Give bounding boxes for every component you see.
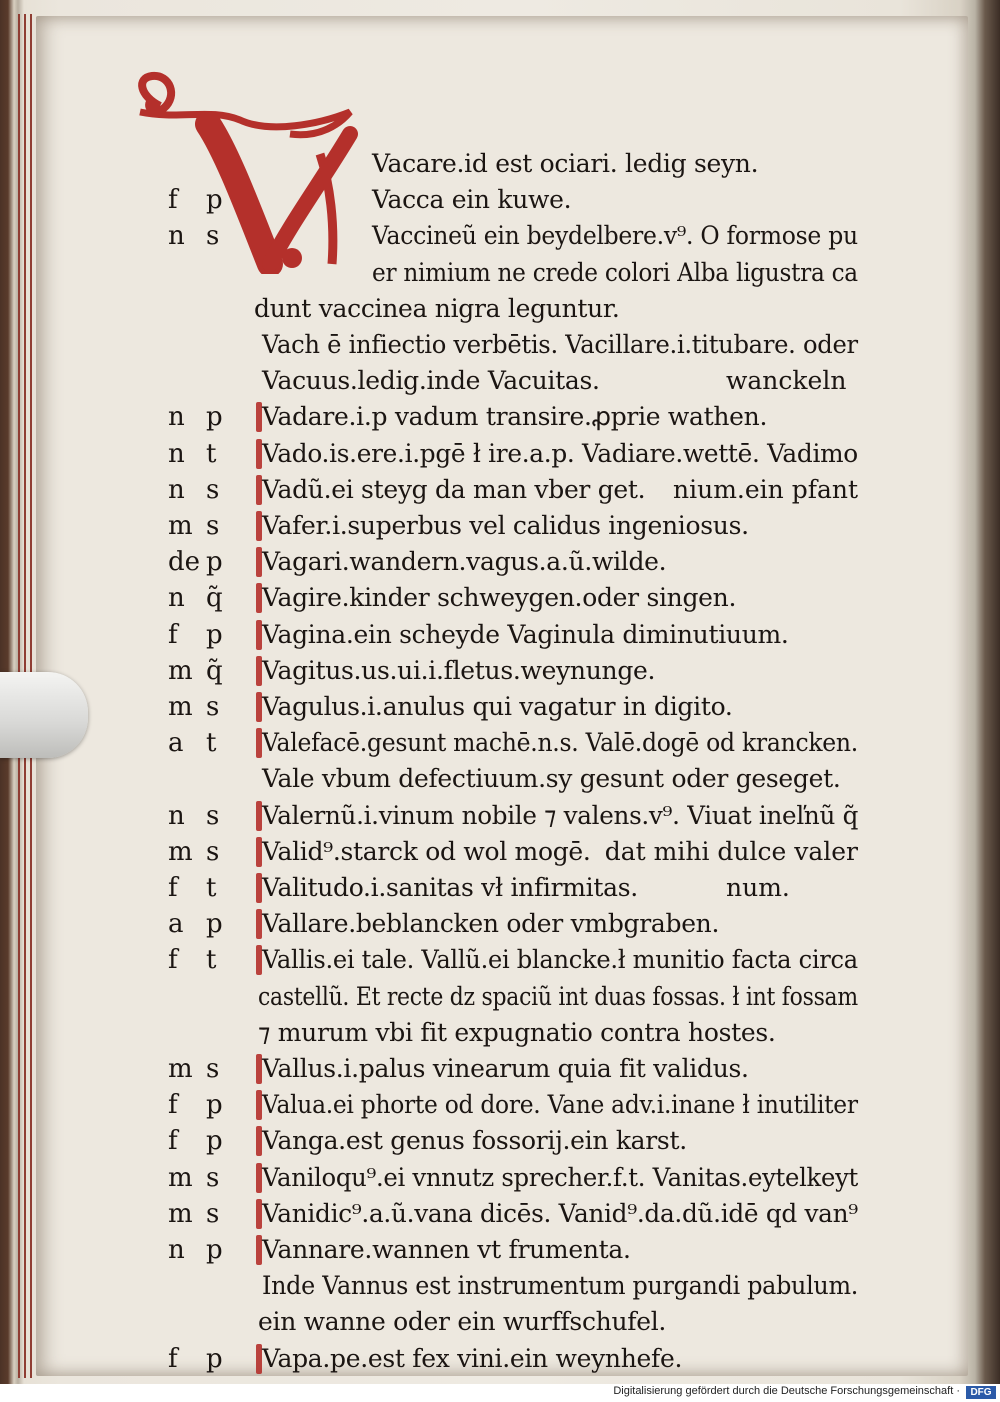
entry-row <box>0 942 1000 978</box>
entry-text: Vadare.i.p vadum transire.ꝓprie wathen. <box>262 402 768 432</box>
entry-text: Vagulus.i.anulus qui vagatur in digito. <box>262 692 733 721</box>
gender-mark: f <box>168 1090 178 1121</box>
declension-mark: p <box>206 402 223 433</box>
gender-mark: f <box>168 873 178 903</box>
entry-text: Vallare.beblancken oder vmbgraben. <box>262 909 720 939</box>
gender-mark: m <box>168 1054 193 1084</box>
entry-text: Vach ē infiectio verbētis. Vacillare.i.titubare. oder <box>262 330 858 359</box>
declension-mark: t <box>206 945 217 976</box>
dfg-logo: DFG <box>966 1386 996 1399</box>
entry-row <box>0 798 1000 834</box>
declension-mark: p <box>206 1343 223 1374</box>
entry-text: Vapa.pe.est fex vini.ein weynhefe. <box>262 1343 683 1373</box>
entry-row <box>0 979 1000 1015</box>
entry-text: castellũ. Et recte dz spaciũ int duas fossas. ł int fossam <box>258 981 858 1011</box>
entry-text: Valernũ.i.vinum nobile ⁊ valens.v⁹. Viuat ineľnũ q̃ <box>262 800 859 830</box>
entry-row <box>0 508 1000 544</box>
declension-mark: s <box>206 1198 220 1229</box>
entry-row <box>0 834 1000 870</box>
entry-text: ein wanne oder ein wurffschufel. <box>258 1307 667 1337</box>
entry-text: Vadũ.ei steyg da man vber get. <box>262 474 646 504</box>
entry-text: dunt vaccinea nigra leguntur. <box>254 293 620 323</box>
entry-row <box>0 653 1000 689</box>
entry-text: Vannare.wannen vt frumenta. <box>262 1235 631 1264</box>
entry-text: Valid⁹.starck od wol mogē. <box>262 836 591 866</box>
entry-text: Vanidic⁹.a.ũ.vana dicēs. Vanid⁹.da.dũ.idē qd van⁹ <box>262 1198 858 1228</box>
entry-row <box>0 1232 1000 1268</box>
entry-text: Inde Vannus est instrumentum purgandi pabulum. <box>262 1271 859 1301</box>
entry-text: Vale vbum defectiuum.sy gesunt oder geseget. <box>262 764 841 794</box>
gender-mark: f <box>168 1343 178 1374</box>
entry-row <box>0 1051 1000 1087</box>
entry-row <box>0 436 1000 472</box>
entry-row <box>0 580 1000 616</box>
gender-mark: n <box>168 221 185 252</box>
gender-mark: f <box>168 945 178 976</box>
entry-text: Valefacē.gesunt machē.n.s. Valē.dogē od krancken. <box>262 728 858 758</box>
entry-row <box>0 1268 1000 1304</box>
declension-mark: s <box>206 836 220 867</box>
declension-mark: s <box>206 1054 220 1084</box>
margin-note: num. <box>726 873 790 902</box>
entry-text: Valua.ei phorte od dore. Vane adv.i.inane ł inutiliter <box>262 1090 858 1120</box>
entry-row <box>0 1304 1000 1340</box>
footer-credit: Digitalisierung gefördert durch die Deutsche Forschungsgemeinschaft · <box>613 1385 960 1397</box>
declension-mark: p <box>206 1090 223 1121</box>
gender-mark: n <box>168 583 185 614</box>
entry-row <box>0 617 1000 653</box>
entry-text: Valitudo.i.sanitas vł infirmitas. <box>262 873 638 902</box>
declension-mark: p <box>206 185 223 216</box>
entry-row <box>0 291 1000 327</box>
declension-mark: t <box>206 873 217 903</box>
entry-row <box>0 1123 1000 1159</box>
gender-mark: a <box>168 909 184 940</box>
gender-mark: m <box>168 836 193 867</box>
declension-mark: s <box>206 692 220 722</box>
gender-mark: a <box>168 728 184 759</box>
gender-mark: m <box>168 511 193 541</box>
gender-mark: f <box>168 1126 178 1157</box>
declension-mark: s <box>206 474 220 505</box>
entry-text: Vacuus.ledig.inde Vacuitas. <box>262 366 600 396</box>
entry-text: er nimium ne crede colori Alba ligustra ca <box>372 257 858 287</box>
declension-mark: p <box>206 619 223 650</box>
entry-text: Vallis.ei tale. Vallũ.ei blancke.ł munitio facta circa <box>262 945 858 975</box>
entry-text: Vacare.id est ociari. ledig seyn. <box>372 149 759 178</box>
gender-mark: de <box>168 547 201 578</box>
entry-text: Vagari.wandern.vagus.a.ũ.wilde. <box>262 547 667 577</box>
entry-row <box>0 870 1000 906</box>
declension-mark: q̃ <box>206 655 223 686</box>
margin-note: nium.ein pfant <box>673 474 858 504</box>
entry-row <box>0 146 1000 182</box>
entry-row <box>0 218 1000 254</box>
entry-row <box>0 1087 1000 1123</box>
entry-text: ⁊ murum vbi fit expugnatio contra hostes. <box>258 1017 776 1047</box>
entry-row <box>0 725 1000 761</box>
entry-row <box>0 906 1000 942</box>
gender-mark: n <box>168 800 185 831</box>
declension-mark: p <box>206 909 223 940</box>
entry-row <box>0 1160 1000 1196</box>
entry-text: Vado.is.ere.i.pgē ł ire.a.p. Vadiare.wettē. Vadimo <box>262 438 858 468</box>
declension-mark: t <box>206 438 217 469</box>
declension-mark: t <box>206 728 217 759</box>
gender-mark: m <box>168 1198 193 1229</box>
entry-text: Vanga.est genus fossorij.ein karst. <box>262 1126 687 1156</box>
declension-mark: s <box>206 511 220 541</box>
declension-mark: s <box>206 1162 220 1193</box>
gender-mark: n <box>168 1235 185 1265</box>
gender-mark: m <box>168 692 193 722</box>
gender-mark: m <box>168 655 193 686</box>
entry-text: Vallus.i.palus vinearum quia fit validus. <box>262 1054 749 1083</box>
entry-text: Vaccineũ ein beydelbere.v⁹. O formose pu <box>372 221 858 251</box>
entry-row <box>0 255 1000 291</box>
entry-text: Vacca ein kuwe. <box>372 185 572 215</box>
entry-text: Vagina.ein scheyde Vaginula diminutiuum. <box>262 619 789 649</box>
declension-mark: q̃ <box>206 583 223 614</box>
entry-row <box>0 1196 1000 1232</box>
entry-row <box>0 327 1000 363</box>
declension-mark: p <box>206 1126 223 1157</box>
gender-mark: n <box>168 402 185 433</box>
entry-row <box>0 544 1000 580</box>
declension-mark: p <box>206 547 223 578</box>
gender-mark: f <box>168 185 178 216</box>
entry-row <box>0 689 1000 725</box>
entry-row <box>0 761 1000 797</box>
entry-text: Vaniloqu⁹.ei vnnutz sprecher.f.t. Vanitas.eytelkeyt <box>262 1162 858 1192</box>
entry-row <box>0 182 1000 218</box>
entry-row <box>0 472 1000 508</box>
entry-row <box>0 399 1000 435</box>
footer <box>0 1384 1000 1402</box>
gender-mark: n <box>168 474 185 505</box>
entry-row <box>0 363 1000 399</box>
margin-note: wanckeln <box>726 366 847 396</box>
gender-mark: m <box>168 1162 193 1193</box>
entry-text: Vafer.i.superbus vel calidus ingeniosus. <box>262 511 749 540</box>
entry-text: Vagitus.us.ui.i.fletus.weynunge. <box>262 655 656 685</box>
declension-mark: p <box>206 1235 223 1265</box>
margin-note: dat mihi dulce valer <box>604 836 858 866</box>
entry-row <box>0 1015 1000 1051</box>
gender-mark: n <box>168 438 185 469</box>
entry-row <box>0 1341 1000 1377</box>
gender-mark: f <box>168 619 178 650</box>
declension-mark: s <box>206 800 220 831</box>
entry-text: Vagire.kinder schweygen.oder singen. <box>262 583 737 613</box>
declension-mark: s <box>206 221 220 252</box>
